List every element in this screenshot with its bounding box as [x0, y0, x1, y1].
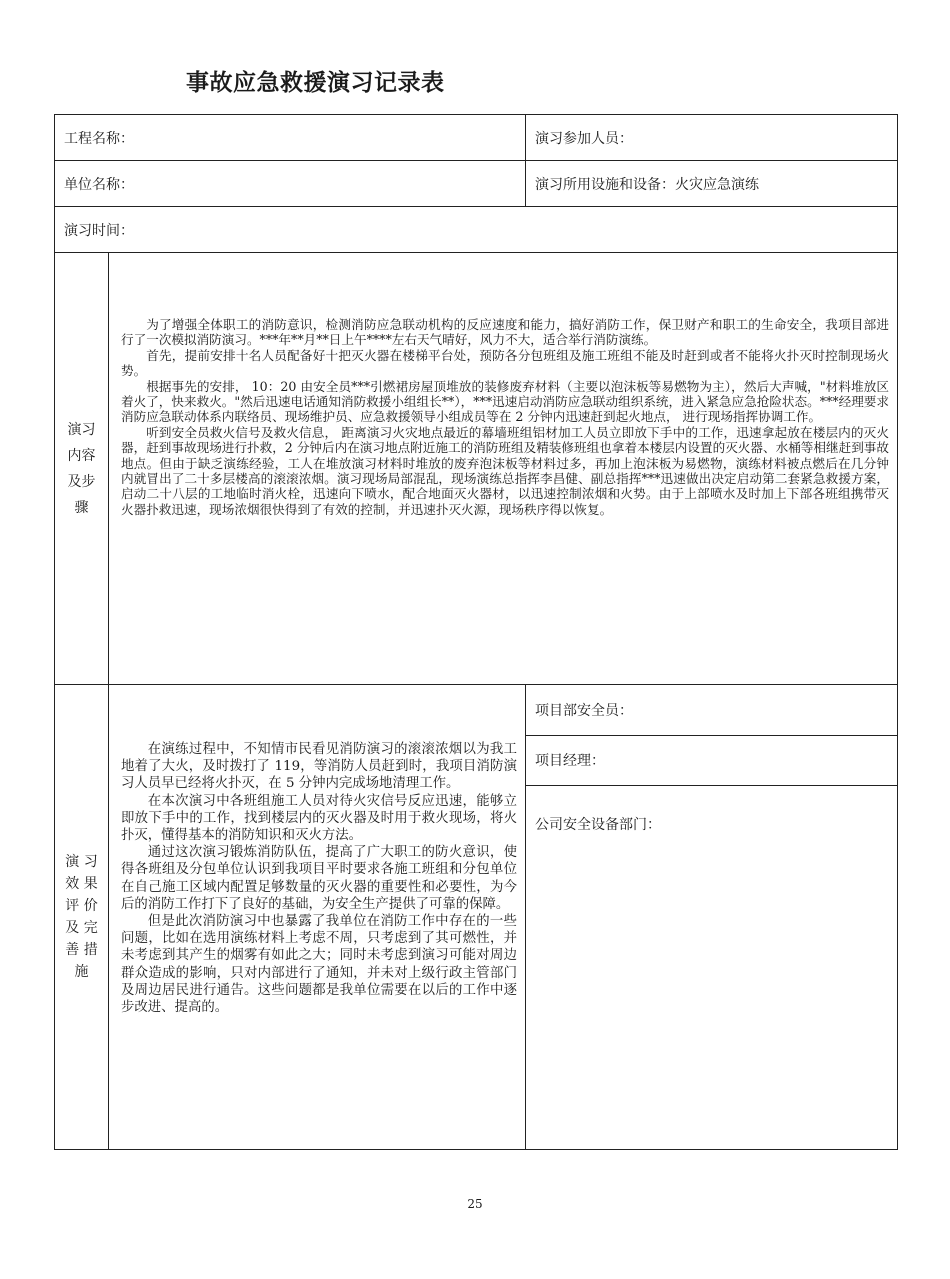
- evaluation-label-line: 及 完: [65, 920, 98, 936]
- procedure-label-line: 演习: [67, 421, 96, 438]
- procedure-label-line: 内容: [67, 447, 96, 464]
- drill-time-cell: 演习时间：: [55, 207, 898, 253]
- evaluation-label-line: 效 果: [65, 876, 98, 892]
- procedure-content: [109, 253, 898, 685]
- evaluation-paragraph: 在演练过程中，不知情市民看见消防演习的滚滚浓烟以为我工地着了大火，及时拨打了 119，等消防人员赶到时，我项目消防演习人员早已经将火扑灭，在 5 分钟内完成场地清理工作。: [121, 742, 517, 792]
- evaluation-paragraph: 在本次演习中各班组施工人员对待火灾信号反应迅速，能够立即放下手中的工作，找到楼层内的灭火器及时用于救火现场，将火扑灭，懂得基本的消防知识和灭火方法。: [121, 793, 517, 844]
- evaluation-paragraph: 但是此次消防演习中也暴露了我单位在消防工作中存在的一些问题，比如在选用演练材料上考虑不周，只考虑到了其可燃性，并未考虑到其产生的烟雾有如此之大；同时未考虑到演习可能对周边群众造成的影响，只对内部进行了通知，并未对上级行政主管部门及周边居民进行通告。这些问题都是我单位需要在以后的工作中逐步改进、提高的。: [121, 914, 517, 1016]
- evaluation-label-line: 评 价: [65, 898, 98, 914]
- evaluation-label: [55, 685, 109, 1150]
- procedure-paragraph: 根据事先的安排， 10：20 由安全员***引燃裙房屋顶堆放的装修废弃材料（主要以泡沫板等易燃物为主），然后大声喊，"材料堆放区着火了，快来救火。"然后迅速电话通知消防救援小组组长**），***迅速启动消防应急联动组织系统，进入紧急应急抢险状态。***经理要求消防应急联动体系内联络员、现场维护员、应急救援领导小组成员等在 2 分钟内迅速赶到起火地点， 进行现场指挥协调工作。: [121, 378, 889, 425]
- evaluation-label-line: 施: [74, 964, 89, 980]
- procedure-paragraph: 首先，提前安排十名人员配备好十把灭火器在楼梯平台处，预防各分包班组及施工班组不能及时赶到或者不能将火扑灭时控制现场火势。: [121, 347, 889, 379]
- procedure-paragraph: 听到安全员救火信号及救火信息， 距离演习火灾地点最近的幕墙班组铝材加工人员立即放下手中的工作，迅速拿起放在楼层内的灭火器，赶到事故现场进行扑救，2 分钟后内在演习地点附近施工的消防班组及精装修班组也拿着本楼层内设置的灭火器、水桶等相继赶到事故地点。但由于缺乏演练经验，工人在堆放演习材料时堆放的废弃泡沫板等材料过多，再加上泡沫板为易燃物，演练材料被点燃后在几分钟内就冒出了二十多层楼高的滚滚浓烟。演习现场局部混乱，现场演练总指挥李昌健、副总指挥***迅速做出决定启动第二套紧急救援方案，启动二十八层的工地临时消火栓，迅速向下喷水，配合地面灭火器材，以迅速控制浓烟和火势。由于上部喷水及时加上下部各班组携带灭火器扑救迅速，现场浓烟很快得到了有效的控制，并迅速扑灭火源，现场秩序得以恢复。: [121, 424, 889, 517]
- safety-officer-signature: 项目部安全员：: [526, 685, 897, 735]
- signature-table: [526, 685, 897, 1149]
- procedure-paragraph: 为了增强全体职工的消防意识，检测消防应急联动机构的反应速度和能力，搞好消防工作，保卫财产和职工的生命安全，我项目部进行了一次模拟消防演习。***年**月**日上午****左右天气晴好，风力不大，适合举行消防演练。: [121, 317, 889, 348]
- project-name-cell: 工程名称：: [55, 115, 526, 161]
- evaluation-label-line: 演 习: [65, 854, 98, 870]
- procedure-label: [55, 253, 109, 685]
- drill-record-table: [54, 114, 898, 1150]
- procedure-label-line: 及步: [67, 473, 96, 490]
- participants-cell: 演习参加人员：: [526, 115, 898, 161]
- unit-name-cell: 单位名称：: [55, 161, 526, 207]
- form-title: 事故应急救援演习记录表: [186, 70, 445, 96]
- equipment-cell: 演习所用设施和设备：火灾应急演练: [526, 161, 898, 207]
- evaluation-content: [109, 685, 526, 1150]
- procedure-label-line: 骤: [74, 499, 89, 516]
- evaluation-label-line: 善 措: [65, 942, 98, 958]
- page-number: 25: [467, 1197, 483, 1211]
- project-manager-signature: 项目经理：: [526, 735, 897, 785]
- signature-cell: [526, 685, 898, 1150]
- evaluation-paragraph: 通过这次演习锻炼消防队伍，提高了广大职工的防火意识，使得各班组及分包单位认识到我项目平时要求各施工班组和分包单位在自己施工区域内配置足够数量的灭火器的重要性和必要性，为今后的消防工作打下了良好的基础，为安全生产提供了可靠的保障。: [121, 845, 517, 912]
- safety-department-signature: 公司安全设备部门：: [535, 816, 661, 833]
